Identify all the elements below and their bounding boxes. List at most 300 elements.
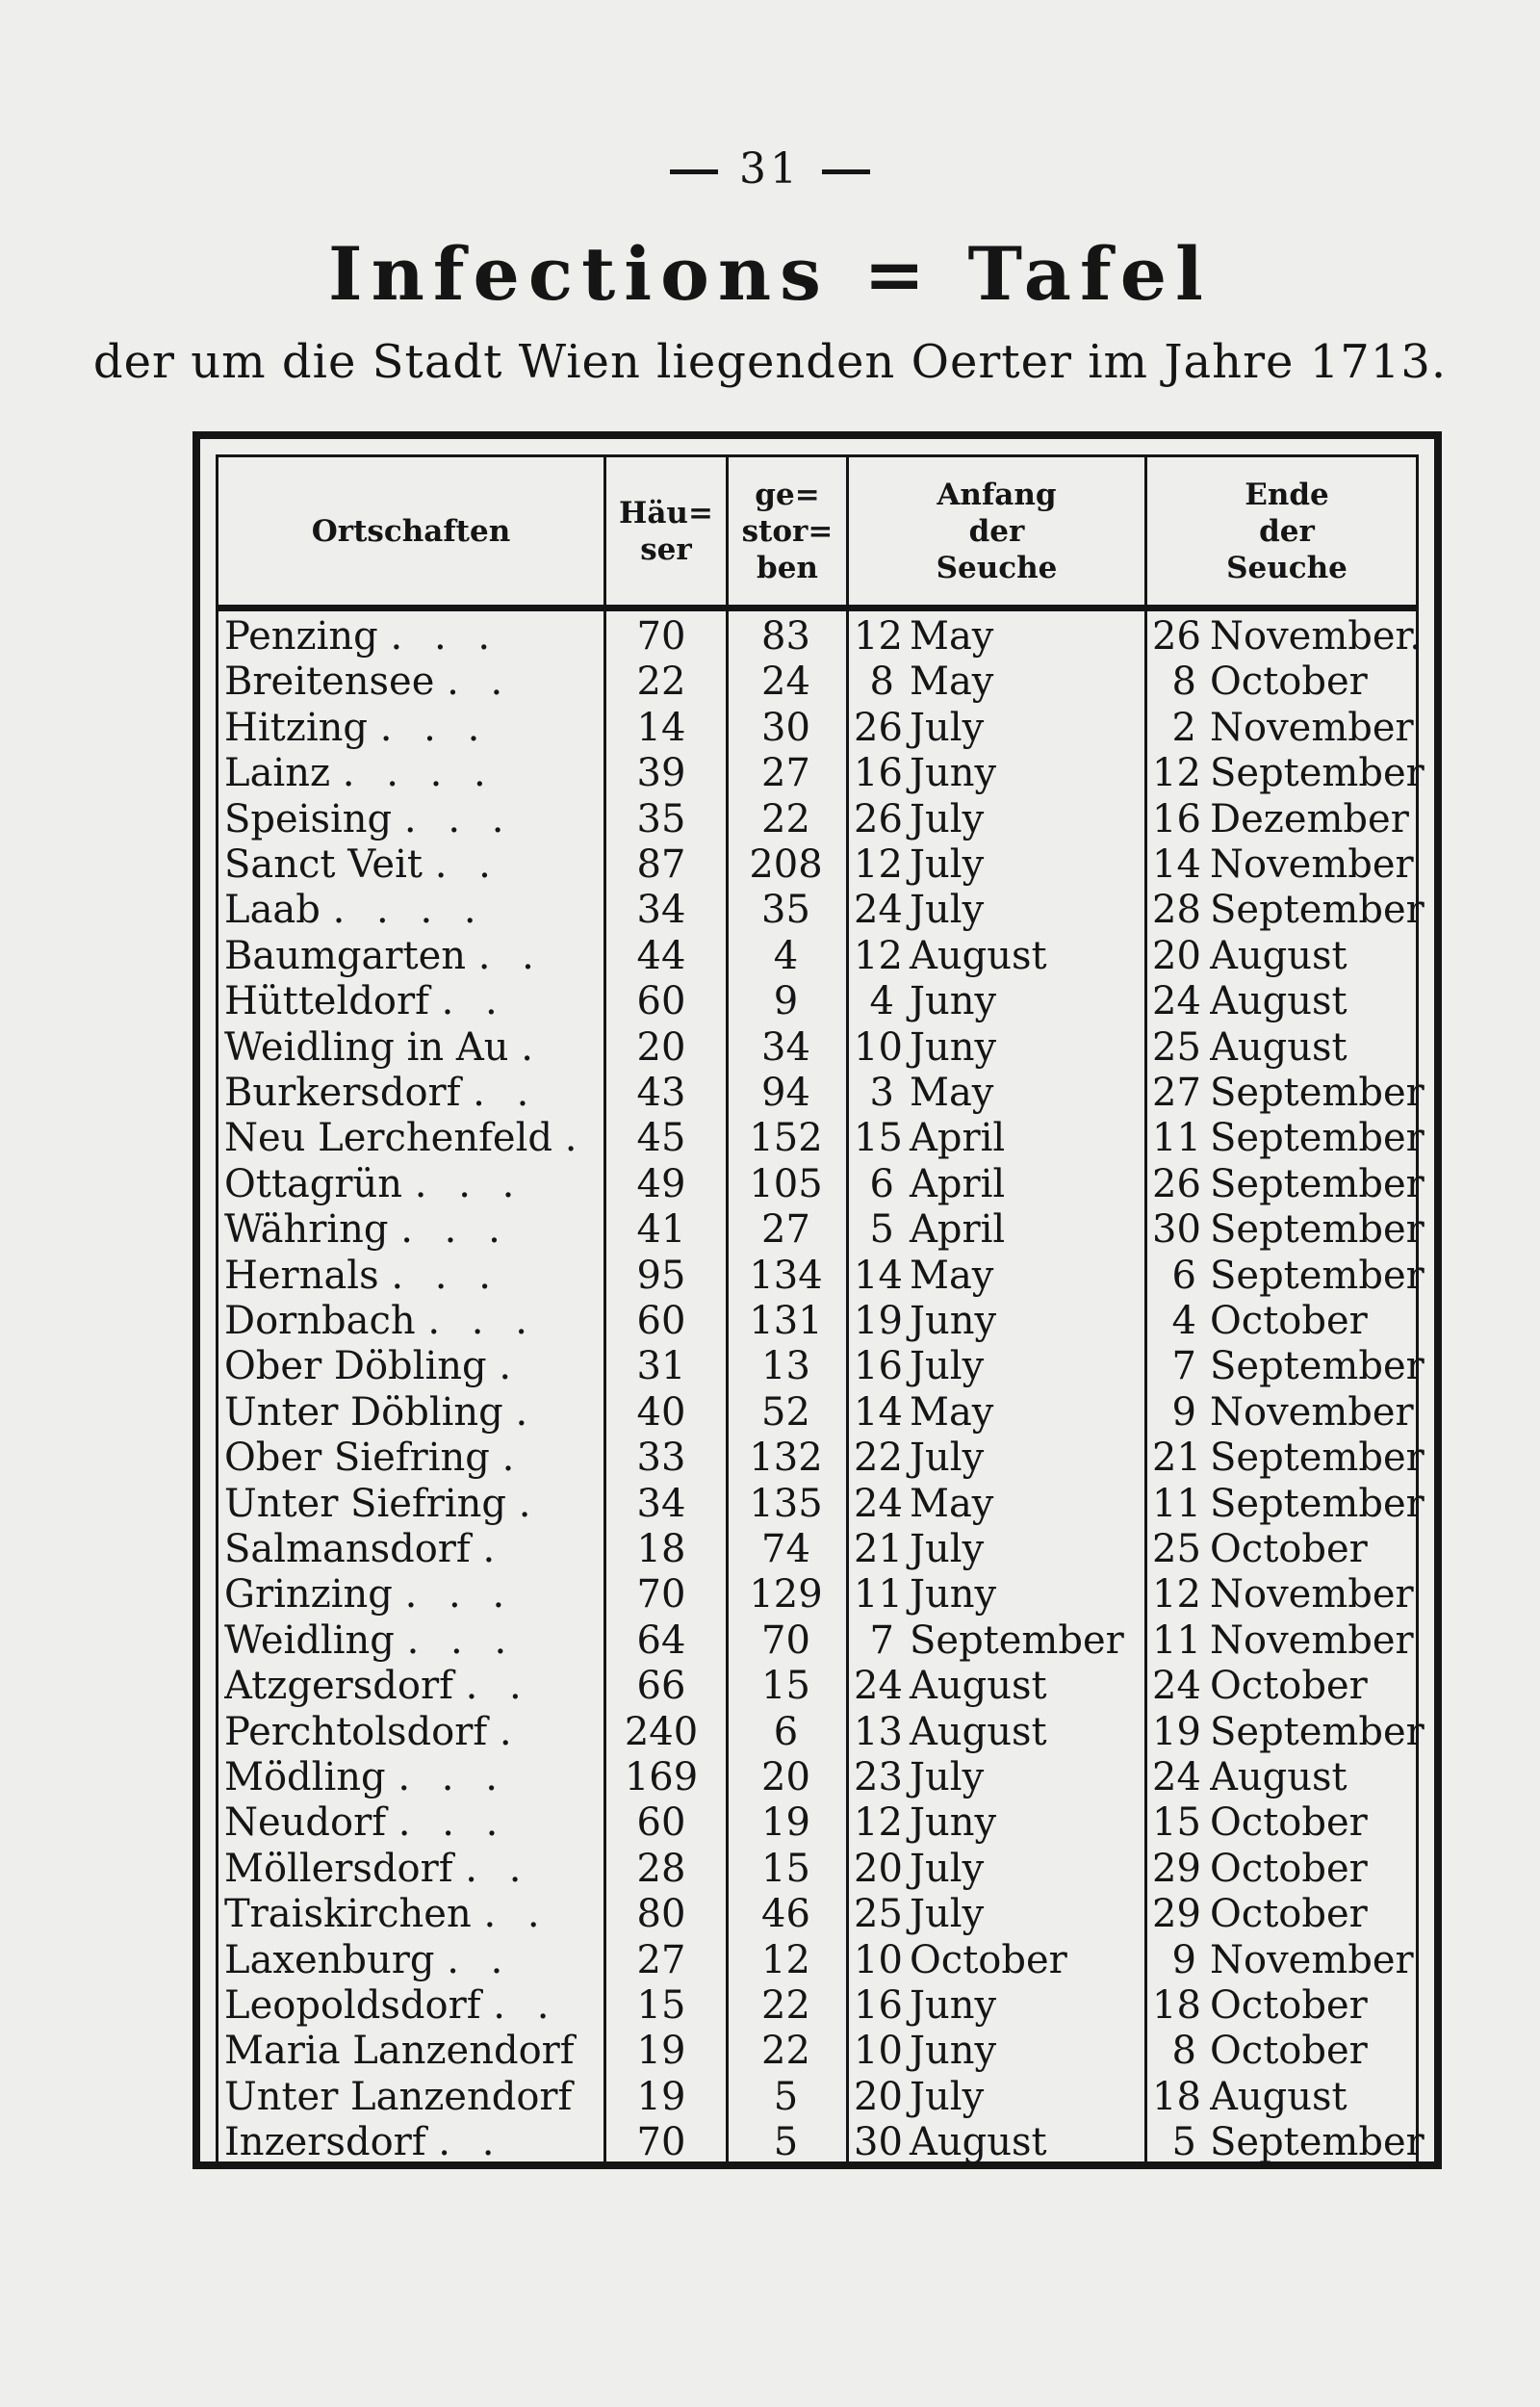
table-row [218,1071,1424,1116]
start-month-cell: Juny [910,1983,997,2028]
end-month-cell: October [1210,1983,1368,2028]
place-cell [224,1025,600,1071]
houses-cell: 95 [636,1253,686,1298]
place-name: Salmansdorf [224,1527,471,1571]
table-row [218,1892,1416,1937]
table-header [218,457,1416,611]
table-row [218,706,1416,751]
houses-cell: 33 [636,1436,686,1481]
deaths-cell: 9 [773,979,799,1024]
page-subtitle: der um die Stadt Wien liegenden Oerter im Jahre 1713. [92,335,1448,389]
deaths-cell: 19 [761,1800,810,1846]
start-day-cell: 15 [854,1116,903,1161]
start-month-cell: July [910,1527,985,1571]
deaths-cell: 15 [761,1664,810,1709]
table-row [218,1299,1416,1344]
place-name: Währing [224,1207,389,1253]
houses-cell: 28 [636,1846,686,1891]
start-month-cell: Juny [910,751,997,796]
deaths-cell: 105 [749,1161,823,1206]
place-cell [224,2120,600,2165]
start-month-cell: July [910,1436,985,1481]
deaths-cell: 134 [749,1253,823,1298]
table-row [218,1847,1416,1892]
houses-cell: 60 [636,979,686,1024]
deaths-cell: 27 [761,1207,810,1253]
place-cell [224,1664,600,1709]
place-name: Penzing [224,614,378,659]
page-number-value: 31 [739,144,801,194]
place-cell [224,1390,600,1436]
leader-dots: . . . [427,1299,537,1343]
start-month-cell: May [910,614,994,659]
start-day-cell: 24 [854,1664,903,1709]
place-cell [224,1572,600,1618]
end-day-cell: 4 [1171,1299,1196,1343]
table-row [218,1572,1416,1618]
houses-cell: 60 [636,1299,686,1343]
leader-dots: . . . [414,1161,525,1206]
houses-cell: 19 [636,2029,686,2074]
houses-cell: 15 [636,1983,686,2028]
end-month-cell: August [1210,2074,1348,2119]
table-row [218,2075,1416,2120]
infection-table [192,431,1442,2169]
end-month-cell: September [1210,1207,1424,1253]
place-cell [224,1254,600,1299]
end-month-cell: September [1210,1344,1424,1389]
place-cell [224,1071,600,1116]
header-start: Anfang der Seuche [936,477,1058,585]
place-cell [224,888,600,933]
leader-dots: . . [465,1846,531,1891]
end-day-cell: 6 [1171,1253,1196,1298]
leader-dots: . . [441,979,507,1024]
end-day-cell: 29 [1152,1846,1201,1891]
place-name: Maria Lanzendorf [224,2029,575,2074]
start-month-cell: Juny [910,1024,997,1070]
table-row [218,797,1416,842]
place-name: Laab [224,888,321,933]
place-name: Unter Siefring [224,1481,507,1526]
houses-cell: 240 [624,1709,699,1754]
deaths-cell: 22 [761,1983,810,2028]
start-day-cell: 12 [854,1800,903,1846]
end-day-cell: 24 [1152,1664,1201,1709]
leader-dots: . . . [398,1800,508,1846]
start-day-cell: 14 [854,1389,903,1435]
leader-dots: . [518,1481,541,1526]
end-day-cell: 26 [1152,1161,1201,1206]
end-day-cell: 21 [1152,1436,1201,1481]
leader-dots: . . . [400,1207,510,1253]
deaths-cell: 22 [761,2029,810,2074]
leader-dots: . . [447,1937,513,1982]
place-name: Hernals [224,1253,379,1298]
end-month-cell: October [1210,2029,1368,2074]
houses-cell: 27 [636,1937,686,1982]
place-name: Leopoldsdorf [224,1983,481,2028]
leader-dots: . . [438,2120,504,2165]
houses-cell: 34 [636,888,686,933]
end-month-cell: September [1210,751,1424,796]
start-month-cell: Juny [910,1800,997,1846]
start-day-cell: 16 [854,1983,903,2028]
place-name: Laxenburg [224,1937,435,1982]
start-month-cell: Juny [910,1299,997,1343]
start-month-cell: April [910,1161,1006,1206]
deaths-cell: 135 [749,1481,823,1526]
table-row [218,2029,1416,2074]
leader-dots: . . . [404,1572,515,1618]
start-day-cell: 8 [869,660,894,705]
table-row [218,1618,1416,1664]
deaths-cell: 52 [761,1389,810,1435]
place-name: Grinzing [224,1572,393,1618]
start-day-cell: 26 [854,796,903,841]
end-day-cell: 28 [1152,888,1201,933]
place-cell [224,1299,600,1344]
end-month-cell: September [1210,1161,1424,1206]
end-day-cell: 20 [1152,933,1201,978]
place-cell [224,660,600,705]
leader-dots: . . [434,842,500,887]
table-row [218,934,1416,979]
end-month-cell: November [1210,1937,1414,1982]
end-day-cell: 11 [1152,1116,1201,1161]
start-month-cell: Juny [910,979,997,1024]
start-month-cell: July [910,2074,985,2119]
houses-cell: 43 [636,1071,686,1115]
header-deaths: ge= stor= ben [741,477,834,585]
start-month-cell: October [910,1937,1067,1982]
place-name: Weidling in Au [224,1024,509,1070]
place-name: Weidling [224,1618,395,1663]
end-month-cell: November [1210,705,1414,750]
deaths-cell: 83 [761,614,810,659]
header-place: Ortschaften [311,513,511,549]
leader-dots: . . . . [342,751,496,796]
deaths-cell: 74 [761,1527,810,1571]
start-day-cell: 20 [854,1846,903,1891]
deaths-cell: 5 [773,2120,799,2165]
start-day-cell: 21 [854,1527,903,1571]
houses-cell: 18 [636,1527,686,1571]
end-month-cell: August [1210,1024,1348,1070]
houses-cell: 64 [636,1618,686,1663]
place-name: Dornbach [224,1299,416,1343]
end-day-cell: 25 [1152,1527,1201,1571]
place-name: Atzgersdorf [224,1664,453,1709]
houses-cell: 70 [636,614,686,659]
page-number-dash-left [670,169,718,174]
start-month-cell: August [910,1664,1047,1709]
deaths-cell: 4 [773,933,799,978]
leader-dots: . . . [390,614,500,659]
place-name: Unter Lanzendorf [224,2074,573,2119]
end-day-cell: 30 [1152,1207,1201,1253]
header-houses: Häu= ser [619,495,713,567]
deaths-cell: 6 [773,1709,799,1754]
end-month-cell: October [1210,1846,1368,1891]
place-name: Ober Siefring [224,1436,490,1481]
end-month-cell: September [1210,2120,1424,2165]
deaths-cell: 208 [749,842,823,887]
place-cell [224,1436,600,1481]
place-name: Unter Döbling [224,1389,503,1435]
deaths-cell: 132 [749,1436,823,1481]
start-day-cell: 7 [869,1618,894,1663]
start-day-cell: 24 [854,888,903,933]
deaths-cell: 46 [761,1892,810,1937]
place-name: Mödling [224,1755,386,1799]
start-month-cell: May [910,1481,994,1526]
start-month-cell: July [910,1892,985,1937]
end-month-cell: September [1210,1071,1424,1115]
header-end: Ende der Seuche [1226,477,1348,585]
leader-dots: . . . [379,705,490,750]
deaths-cell: 70 [761,1618,810,1663]
table-row [218,888,1424,933]
place-name: Hitzing [224,705,368,750]
end-month-cell: September [1210,1481,1424,1526]
houses-cell: 31 [636,1344,686,1389]
leader-dots: . . . [398,1755,507,1799]
place-name: Inzersdorf [224,2120,426,2165]
page-number [0,144,1540,194]
start-day-cell: 16 [854,1344,903,1389]
start-day-cell: 12 [854,614,903,659]
place-cell [224,1162,600,1207]
place-cell [224,1847,600,1892]
table-row [218,1709,1424,1755]
end-day-cell: 25 [1152,1024,1201,1070]
place-cell [224,706,600,751]
deaths-cell: 30 [761,705,810,750]
place-cell [224,1938,600,1983]
leader-dots: . . . [406,1618,517,1663]
end-day-cell: 11 [1152,1618,1201,1663]
start-month-cell: July [910,842,985,887]
place-cell [224,1344,600,1389]
start-month-cell: Juny [910,1572,997,1618]
table-row [218,660,1416,705]
place-cell [224,1527,600,1572]
leader-dots: . [521,1024,543,1070]
start-day-cell: 10 [854,1024,903,1070]
place-name: Lainz [224,751,331,796]
place-cell [224,1892,600,1937]
end-day-cell: 24 [1152,1755,1201,1799]
start-day-cell: 6 [869,1161,894,1206]
end-month-cell: Dezember [1210,796,1409,841]
start-day-cell: 16 [854,751,903,796]
table-row [218,2120,1424,2165]
place-cell [224,1710,600,1755]
deaths-cell: 15 [761,1846,810,1891]
leader-dots: . [515,1389,538,1435]
place-name: Speising [224,796,393,841]
end-month-cell: November [1210,1572,1414,1618]
start-day-cell: 12 [854,842,903,887]
place-name: Breitensee [224,660,435,705]
place-cell [224,1800,600,1846]
table-row [218,1390,1416,1436]
table-row [218,1527,1416,1572]
houses-cell: 20 [636,1024,686,1070]
place-name: Ottagrün [224,1161,403,1206]
place-name: Baumgarten [224,933,467,978]
end-day-cell: 9 [1171,1937,1196,1982]
start-day-cell: 25 [854,1892,903,1937]
deaths-cell: 34 [761,1024,810,1070]
end-day-cell: 27 [1152,1071,1201,1115]
start-month-cell: July [910,888,985,933]
houses-cell: 80 [636,1892,686,1937]
place-cell [224,1755,600,1800]
deaths-cell: 129 [749,1572,823,1618]
table-row [218,1800,1416,1846]
table-row [218,1344,1424,1389]
start-month-cell: August [910,1709,1047,1754]
end-day-cell: 5 [1171,2120,1196,2165]
houses-cell: 70 [636,2120,686,2165]
leader-dots: . . [477,933,544,978]
deaths-cell: 152 [749,1116,823,1161]
table-inner-frame [216,454,1424,2165]
start-day-cell: 24 [854,1481,903,1526]
end-day-cell: 18 [1152,2074,1201,2119]
leader-dots: . [499,1344,522,1389]
start-day-cell: 30 [854,2120,903,2165]
end-month-cell: September [1210,1436,1424,1481]
table-row [218,614,1422,660]
end-day-cell: 12 [1152,1572,1201,1618]
start-day-cell: 10 [854,2029,903,2074]
end-day-cell: 19 [1152,1709,1201,1754]
end-month-cell: September [1210,1253,1424,1298]
place-cell [224,1618,600,1664]
start-month-cell: July [910,1846,985,1891]
table-row [218,1116,1424,1161]
place-cell [224,797,600,842]
end-day-cell: 12 [1152,751,1201,796]
start-month-cell: July [910,705,985,750]
deaths-cell: 5 [773,2074,799,2119]
place-cell [224,751,600,796]
place-name: Möllersdorf [224,1846,453,1891]
start-month-cell: May [910,660,994,705]
deaths-cell: 94 [761,1071,810,1115]
houses-cell: 35 [636,796,686,841]
page-number-dash-right [822,169,870,174]
end-day-cell: 16 [1152,796,1201,841]
leader-dots: . . . [391,1253,500,1298]
deaths-cell: 131 [749,1299,823,1343]
start-month-cell: May [910,1253,994,1298]
place-cell [224,1207,600,1253]
deaths-cell: 20 [761,1755,810,1799]
houses-cell: 45 [636,1116,686,1161]
table-row [218,1436,1424,1481]
start-month-cell: July [910,1755,985,1799]
end-month-cell: October [1210,1527,1368,1571]
leader-dots: . . [473,1071,539,1115]
start-day-cell: 13 [854,1709,903,1754]
place-cell [224,979,600,1024]
place-name: Burkersdorf [224,1071,461,1115]
leader-dots: . [564,1116,587,1161]
start-month-cell: August [910,2120,1047,2165]
place-name: Neu Lerchenfeld [224,1116,552,1161]
table-row [218,1161,1424,1207]
place-name: Traiskirchen [224,1892,472,1937]
start-month-cell: Juny [910,2029,997,2074]
start-day-cell: 26 [854,705,903,750]
table-row [218,1983,1416,2029]
end-day-cell: 24 [1152,979,1201,1024]
end-month-cell: November [1210,842,1414,887]
start-month-cell: April [910,1207,1006,1253]
start-day-cell: 20 [854,2074,903,2119]
place-cell [224,2075,600,2120]
place-name: Perchtolsdorf [224,1709,488,1754]
houses-cell: 169 [624,1755,699,1799]
houses-cell: 60 [636,1800,686,1846]
table-row [218,1755,1416,1800]
houses-cell: 19 [636,2074,686,2119]
start-month-cell: September [910,1618,1124,1663]
start-day-cell: 12 [854,933,903,978]
houses-cell: 49 [636,1161,686,1206]
end-day-cell: 7 [1171,1344,1196,1389]
start-month-cell: July [910,796,985,841]
leader-dots: . . [465,1664,531,1709]
leader-dots: . . [493,1983,559,2028]
table-row [218,1481,1424,1527]
start-day-cell: 3 [869,1071,894,1115]
end-day-cell: 11 [1152,1481,1201,1526]
houses-cell: 70 [636,1572,686,1618]
start-month-cell: August [910,933,1047,978]
place-cell [224,614,600,660]
end-day-cell: 8 [1171,660,1196,705]
end-day-cell: 8 [1171,2029,1196,2074]
start-day-cell: 19 [854,1299,903,1343]
end-month-cell: November [1210,1618,1414,1663]
houses-cell: 41 [636,1207,686,1253]
end-month-cell: October [1210,1664,1368,1709]
end-month-cell: August [1210,979,1348,1024]
leader-dots: . . [447,660,513,705]
deaths-cell: 13 [761,1344,810,1389]
houses-cell: 87 [636,842,686,887]
houses-cell: 39 [636,751,686,796]
deaths-cell: 12 [761,1937,810,1982]
leader-dots: . . . . [332,888,486,933]
start-day-cell: 4 [869,979,894,1024]
deaths-cell: 24 [761,660,810,705]
table-row [218,842,1416,888]
houses-cell: 40 [636,1389,686,1435]
end-month-cell: October [1210,1892,1368,1937]
end-month-cell: September [1210,1709,1424,1754]
table-row [218,1938,1416,1983]
place-cell [224,1482,600,1527]
place-name: Neudorf [224,1800,387,1846]
end-month-cell: October [1210,660,1368,705]
end-month-cell: August [1210,1755,1348,1799]
